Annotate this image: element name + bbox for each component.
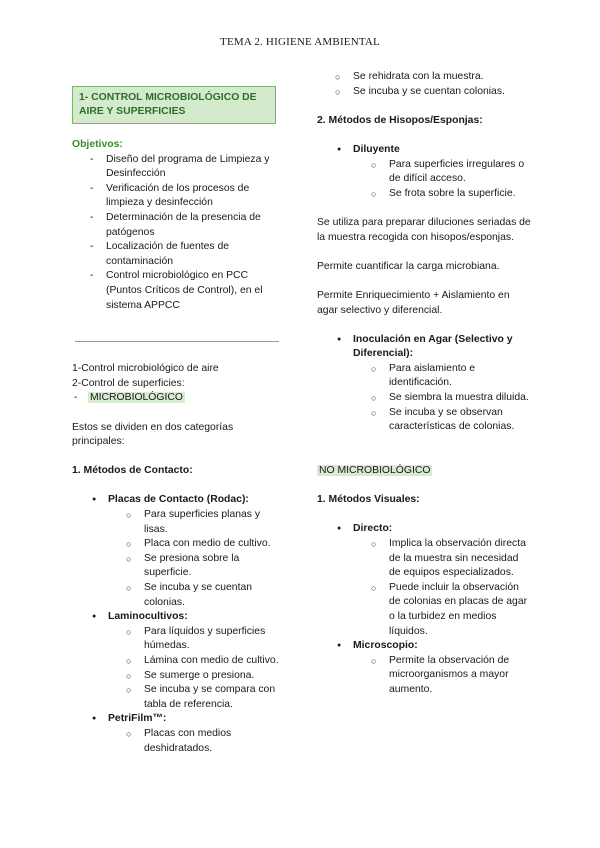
visual-heading: 1. Métodos Visuales: <box>317 494 420 506</box>
directo-label: ● Directo: <box>353 523 392 534</box>
paragraph: Permite cuantificar la carga microbiana. <box>317 260 500 272</box>
list-item: ○ Placa con medio de cultivo. <box>72 537 284 552</box>
inoculation-methods <box>317 333 532 435</box>
section-heading: 1- CONTROL MICROBIOLÓGICO DE AIRE Y SUPERFICIES <box>72 86 276 124</box>
paragraph: Permite Enriquecimiento + Aislamiento en agar selectivo y diferencial. <box>317 289 510 316</box>
rodac-label: ● Placas de Contacto (Rodac): <box>108 494 249 505</box>
list-item <box>317 639 532 697</box>
petri-continued <box>281 70 532 99</box>
micro-highlight: MICROBIOLÓGICO <box>90 392 183 404</box>
list-line-1: 1-Control microbiológico de aire <box>72 363 219 375</box>
list-item: ○ Para líquidos y superficies húmedas. <box>72 625 284 654</box>
list-item: ○ Para superficies planas y lisas. <box>72 508 284 537</box>
micro-list <box>72 391 284 406</box>
contact-heading: 1. Métodos de Contacto: <box>72 465 193 477</box>
list-item: - Localización de fuentes de contaminación <box>72 240 284 269</box>
list-item: - Diseño del programa de Limpieza y Desinfección <box>72 153 284 182</box>
list-item: ○ Se siembra la muestra diluida. <box>317 391 532 406</box>
list-item: ○ Lámina con medio de cultivo. <box>72 654 284 669</box>
list-item: ○ Puede incluir la observación de colonias en placas de agar o la turbidez en medios líquidos. <box>317 581 532 639</box>
inoc-label: ● Inoculación en Agar (Selectivo y Diferencial): <box>353 334 513 360</box>
list-item: ○ Se incuba y se observan características de colonias. <box>317 406 532 435</box>
list-item: ○ Para superficies irregulares o de difícil acceso. <box>317 158 532 187</box>
list-item: ○ Se sumerge o presiona. <box>72 669 284 684</box>
list-item: ○ Se rehidrata con la muestra. <box>281 70 532 85</box>
lamino-label: ● Laminocultivos: <box>108 611 188 622</box>
objectives-label: Objetivos: <box>72 139 123 150</box>
list-item: ○ Permite la observación de microorganismos a mayor aumento. <box>317 654 532 698</box>
list-item: ○ Se presiona sobre la superficie. <box>72 552 284 581</box>
list-item: ○ Implica la observación directa de la muestra sin necesidad de equipos especializados. <box>317 537 532 581</box>
diluyente-label: ● Diluyente <box>353 144 400 155</box>
list-item: ○ Se incuba y se cuentan colonias. <box>281 85 532 100</box>
list-item <box>72 391 284 406</box>
list-item: ○ Se frota sobre la superficie. <box>317 187 532 202</box>
right-column <box>317 70 532 698</box>
list-item: - Determinación de la presencia de patógenos <box>72 211 284 240</box>
list-line-2: 2-Control de superficies: <box>72 377 185 389</box>
list-item: ○ Para aislamiento e identificación. <box>317 362 532 391</box>
no-micro-label <box>317 464 532 479</box>
list-item <box>72 493 284 610</box>
list-item: - Verificación de los procesos de limpieza y desinfección <box>72 182 284 211</box>
list-item: - Control microbiológico en PCC (Puntos Críticos de Control), en el sistema APPCC <box>72 269 284 313</box>
list-item <box>72 712 284 756</box>
categories-text: Estos se dividen en dos categorías principales: <box>72 421 234 448</box>
list-item: ○ Se incuba y se compara con tabla de referencia. <box>72 683 284 712</box>
list-item <box>317 333 532 435</box>
hisopos-methods <box>317 143 532 201</box>
no-micro-highlight: NO MICROBIOLÓGICO <box>319 465 431 477</box>
hisopos-heading: 2. Métodos de Hisopos/Esponjas: <box>317 114 483 126</box>
visual-methods <box>317 522 532 697</box>
page-title: TEMA 2. HIGIENE AMBIENTAL <box>220 36 380 48</box>
petri-label: ● PetriFilm™: <box>108 713 166 724</box>
microscopio-label: ● Microscopio: <box>353 640 418 651</box>
list-item <box>317 143 532 201</box>
list-item <box>72 610 284 712</box>
list-item <box>317 522 532 639</box>
objectives-list <box>72 153 284 314</box>
list-item: ○ Placas con medios deshidratados. <box>72 727 284 756</box>
divider <box>75 341 279 342</box>
contact-methods <box>72 493 284 756</box>
left-column <box>72 86 284 756</box>
list-item: ○ Se incuba y se cuentan colonias. <box>72 581 284 610</box>
paragraph: Se utiliza para preparar diluciones seriadas de la muestra recogida con hisopos/esponjas. <box>317 216 531 243</box>
